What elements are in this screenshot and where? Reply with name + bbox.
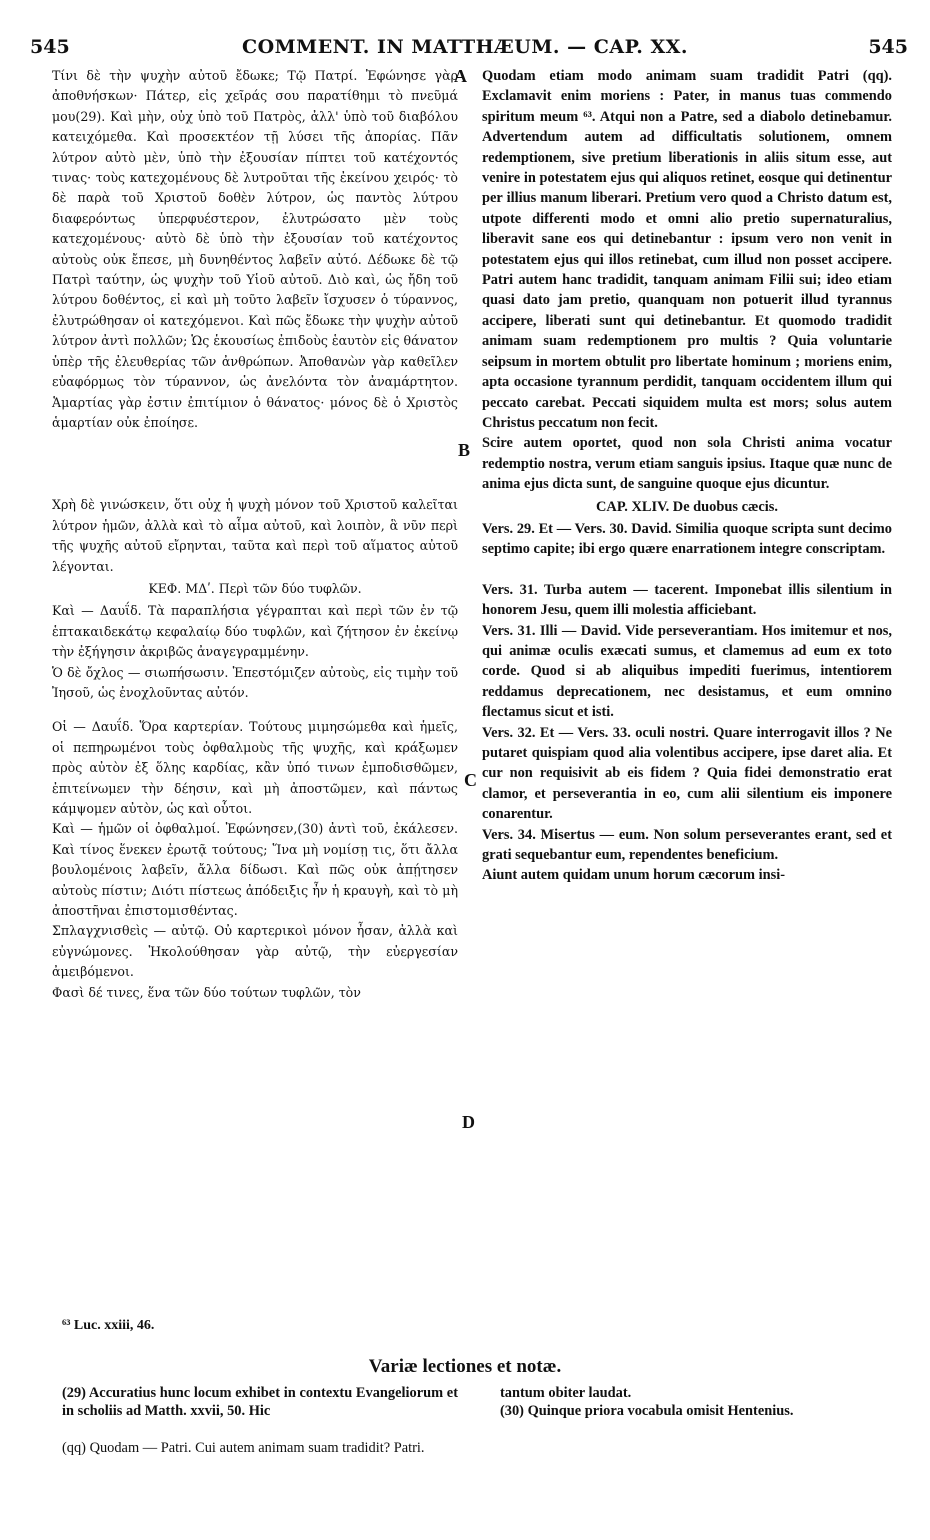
greek-paragraph-7: Σπλαγχνισθεὶς — αὐτῷ. Οὐ καρτερικοὶ μόνον ἦσαν, ἀλλὰ καὶ εὐγνώμονες. Ἠκολούθησαν γὰρ αὐτῷ, τὴν εὐεργεσίαν ἀμειβόμενοι. <box>52 923 458 980</box>
latin-paragraph-4: Vers. 31. Turba autem — tacerent. Imponebat illis silentium in honorem Jesu, quem illi molestia afficiebant. <box>482 581 892 619</box>
notes-right <box>500 1384 900 1420</box>
margin-letter-d: D <box>462 1112 475 1132</box>
greek-paragraph-8: Φασὶ δέ τινες, ἕνα τῶν δύο τούτων τυφλῶν, τὸν <box>52 984 361 1000</box>
latin-paragraph-5: Vers. 31. Illi — David. Vide perseverantiam. Hos imitemur et nos, qui animæ oculis exæcati sumus, et clamemus ad eum ex toto corde. Quod si ab aliquibus impediti fuerimus, intentiorem reddamus deprecationem, nec desistamus, et eum omnino flectamus sicut et isti. <box>482 622 892 721</box>
note-29: (29) Accuratius hunc locum exhibet in contextu Evangeliorum et in scholiis ad Matth. xxvii, 50. Hic <box>62 1385 458 1419</box>
latin-column <box>482 66 892 886</box>
latin-paragraph-3: Vers. 29. Et — Vers. 30. David. Similia quoque scripta sunt decimo septimo capite; ibi ergo quære enarrationem integre conscriptam. <box>482 520 892 558</box>
latin-paragraph-6: Vers. 32. Et — Vers. 33. oculi nostri. Quare interrogavit illos ? Ne putaret quispiam quod alia volentibus accipere, ipse daret alia. Et cur non requisivit ab eis fidem ? Quia fidei demonstratio erat clamor, et perseverantia in eo, cum alii silentium eis imponere conarentur. <box>482 724 892 823</box>
greek-chapter-heading: ΚΕΦ. ΜΔʹ. Περὶ τῶν δύο τυφλῶν. <box>148 580 362 596</box>
margin-letter-c: C <box>464 770 477 790</box>
latin-paragraph-7: Vers. 34. Misertus — eum. Non solum perseverantes erant, sed et grati sequebantur eum, rependentes beneficium. <box>482 826 892 864</box>
greek-paragraph-6: Καὶ — ἡμῶν οἱ ὀφθαλμοί. Ἐφώνησεν,(30) ἀντὶ τοῦ, ἐκάλεσεν. Καὶ τίνος ἕνεκεν ἐρωτᾷ τούτους; Ἵνα μὴ νομίσῃ τις, ὅτι ἄλλα βουλομένοις λαβεῖν, ἄλλα δίδωσι. Καὶ πῶς οὐκ ἀπῄτησεν αὐτοὺς πίστιν; Διότι πίστεως ἀπόδειξις ἦν ἡ κραυγὴ, καὶ τὸ μὴ ἀποστῆναι ἐπιστομισθέντας. <box>52 821 458 919</box>
note-30: (30) Quinque priora vocabula omisit Hentenius. <box>500 1403 794 1419</box>
page-header <box>0 36 930 62</box>
latin-paragraph-2: Scire autem oportet, quod non sola Christi anima vocatur redemptio nostra, verum etiam sanguis ipsius. Itaque quæ nunc de anima ejus dicta sunt, de sanguine quoque ejus dicuntur. <box>482 435 892 493</box>
note-qq: (qq) Quodam — Patri. Cui autem animam suam tradidit? Patri. <box>62 1440 425 1456</box>
latin-paragraph-1: Quodam etiam modo animam suam tradidit Patri (qq). Exclamavit enim moriens : Pater, in manus tuas commendo spiritum meum ⁶³. Atqui non a Patre, sed a diabolo detinebamur. Advertendum autem ad difficultatis solutionem, omnem redemptionem, sive pretium liberationis in aliis situm esse, aut venire in potestatem ejus qui aliquos retinet, eosque qui detinentur per illius manum liberari. Pretium vero quod a Christo datum est, utpote differenti modo et omni alio pretio supernaturalius, liberavit sane eos qui detinebantur : ipsum vero non venit in potestatem ejus qui illos retinebat, cum illud non posset accipere. Patri autem hanc tradidit, tanquam animam Filii sui; ideo etiam quasi dato jam pretio, quanquam non potuerit illud tyrannus accipere, liberati sunt qui detinebantur. Et quomodo tradidit animam suam redemptionem pro multis ? Quia voluntarie seipsum in mortem obtulit pro libertate hominum ; moriens enim, apta occasione tyrannum perdidit, tanquam occidentem illum qui peccato carebat. Peccati siquidem multa est mors; solus autem Christus peccatum non fecit. <box>482 68 892 431</box>
greek-paragraph-5: Οἱ — Δαυΐδ. Ὅρα καρτερίαν. Τούτους μιμησώμεθα καὶ ἡμεῖς, οἱ πεπηρωμένοι τοὺς ὀφθαλμοὺς τῆς ψυχῆς, καὶ κράξωμεν πρὸς αὐτὸν ἐξ ὅλης καρδίας, κἂν ὑπό τινων ἐμποδισθῶμεν, ἐπιτείνωμεν τὴν δέησιν, καὶ μὴ ἀποστῶμεν, καὶ πάντως κάμψομεν αὐτὸν, ὡς καὶ οὗτοι. <box>52 719 458 816</box>
page-number-left: 545 <box>30 36 70 58</box>
greek-paragraph-4: Ὁ δὲ ὄχλος — σιωπήσωσιν. Ἐπεστόμιζεν αὐτοὺς, εἰς τιμὴν τοῦ Ἰησοῦ, ὡς ἐνοχλοῦντας αὐτόν. <box>52 664 458 700</box>
latin-chapter-heading: CAP. XLIV. De duobus cæcis. <box>596 498 778 515</box>
running-title: COMMENT. IN MATTHÆUM. — CAP. XX. <box>241 36 689 58</box>
page-number-right: 545 <box>868 36 908 58</box>
margin-letter-b: B <box>458 440 471 460</box>
greek-column <box>52 66 458 1003</box>
greek-paragraph-2: Χρὴ δὲ γινώσκειν, ὅτι οὐχ ἡ ψυχὴ μόνον τοῦ Χριστοῦ καλεῖται λύτρον ἡμῶν, ἀλλὰ καὶ τὸ αἷμα αὐτοῦ, καὶ λοιπὸν, ἃ νῦν περὶ τῆς ψυχῆς αὐτοῦ εἴρηνται, ταῦτα καὶ περὶ τοῦ αἵματος αὐτοῦ λέγονται. <box>52 497 458 574</box>
note-29-continued: tantum obiter laudat. <box>500 1385 632 1401</box>
latin-paragraph-8: Aiunt autem quidam unum horum cæcorum insi- <box>482 867 786 884</box>
margin-letter-a: A <box>454 66 467 86</box>
greek-paragraph-3: Καὶ — Δαυΐδ. Τὰ παραπλήσια γέγραπται καὶ περὶ τῶν ἐν τῷ ἑπτακαιδεκάτῳ κεφαλαίῳ δύο τυφλῶν, καὶ ζήτησον ἐν ἐκείνῳ τὴν ἐξήγησιν ἀκριβῶς ἀναγεγραμμένην. <box>52 603 458 660</box>
greek-paragraph-1: Τίνι δὲ τὴν ψυχὴν αὐτοῦ ἔδωκε; Τῷ Πατρί. Ἐφώνησε γὰρ ἀποθνήσκων· Πάτερ, εἰς χεῖράς σου παρατίθημι τὸ πνεῦμά μου(29). Καὶ μὴν, οὐχ ὑπὸ τοῦ Πατρὸς, ἀλλ' ὑπὸ τοῦ διαβόλου κατειχόμεθα. Καὶ προσεκτέον τῇ λύσει τῆς ἀπορίας. Πᾶν λύτρον αὐτὸ μὲν, ὑπὸ τὴν ἐξουσίαν πίπτει τοῦ κατέχοντός τινας· τοὺς κατεχομένους δὲ λυτροῦται τῆς ἐκείνου χειρός· τὸ δὲ παρὰ τοῦ Χριστοῦ δοθὲν λύτρον, ὡς παντὸς λύτρου διαφερόντως ὑπερφυέστερον, ἐλυτρώσατο μὲν τοὺς κατεχομένους· αὐτὸ δὲ ὑπὸ τὴν ἐξουσίαν τοῦ κατέχοντος αὐτοὺς οὐκ ἔπεσε, μὴ δυνηθέντος λαβεῖν αὐτό. Δέδωκε δὲ τῷ Πατρὶ ταύτην, ὡς ψυχὴν τοῦ Υἱοῦ αὐτοῦ. Διὸ καὶ, ὡς ἤδη τοῦ λύτρου δοθέντος, εἰ καὶ μὴ τοῦτο λαβεῖν ἴσχυσεν ὁ τύραννος, ἐλυτρώθησαν οἱ κατεχόμενοι. Καὶ πῶς ἔδωκε τὴν ψυχὴν αὐτοῦ λύτρον ἀντὶ πολλῶν; Ὡς ἑκουσίως ἐπιδοὺς ἑαυτὸν εἰς θάνατον ὑπὲρ τῆς ἐλευθερίας τῶν ἀνθρώπων. Ἀποθανὼν γὰρ καθεῖλεν εὐαφόρμως τὸν τύραννον, ὡς ἀνελόντα τὸν ἀναμάρτητον. Ἁμαρτίας γὰρ ἐστιν ἐπιτίμιον ὁ θάνατος· μόνος δὲ ὁ Χριστὸς ἁμαρτίαν οὐκ ἐποίησε. <box>52 68 459 430</box>
footnote: ⁶³ Luc. xxiii, 46. <box>62 1318 155 1333</box>
variae-lectiones-title: Variæ lectiones et notæ. <box>368 1356 562 1377</box>
